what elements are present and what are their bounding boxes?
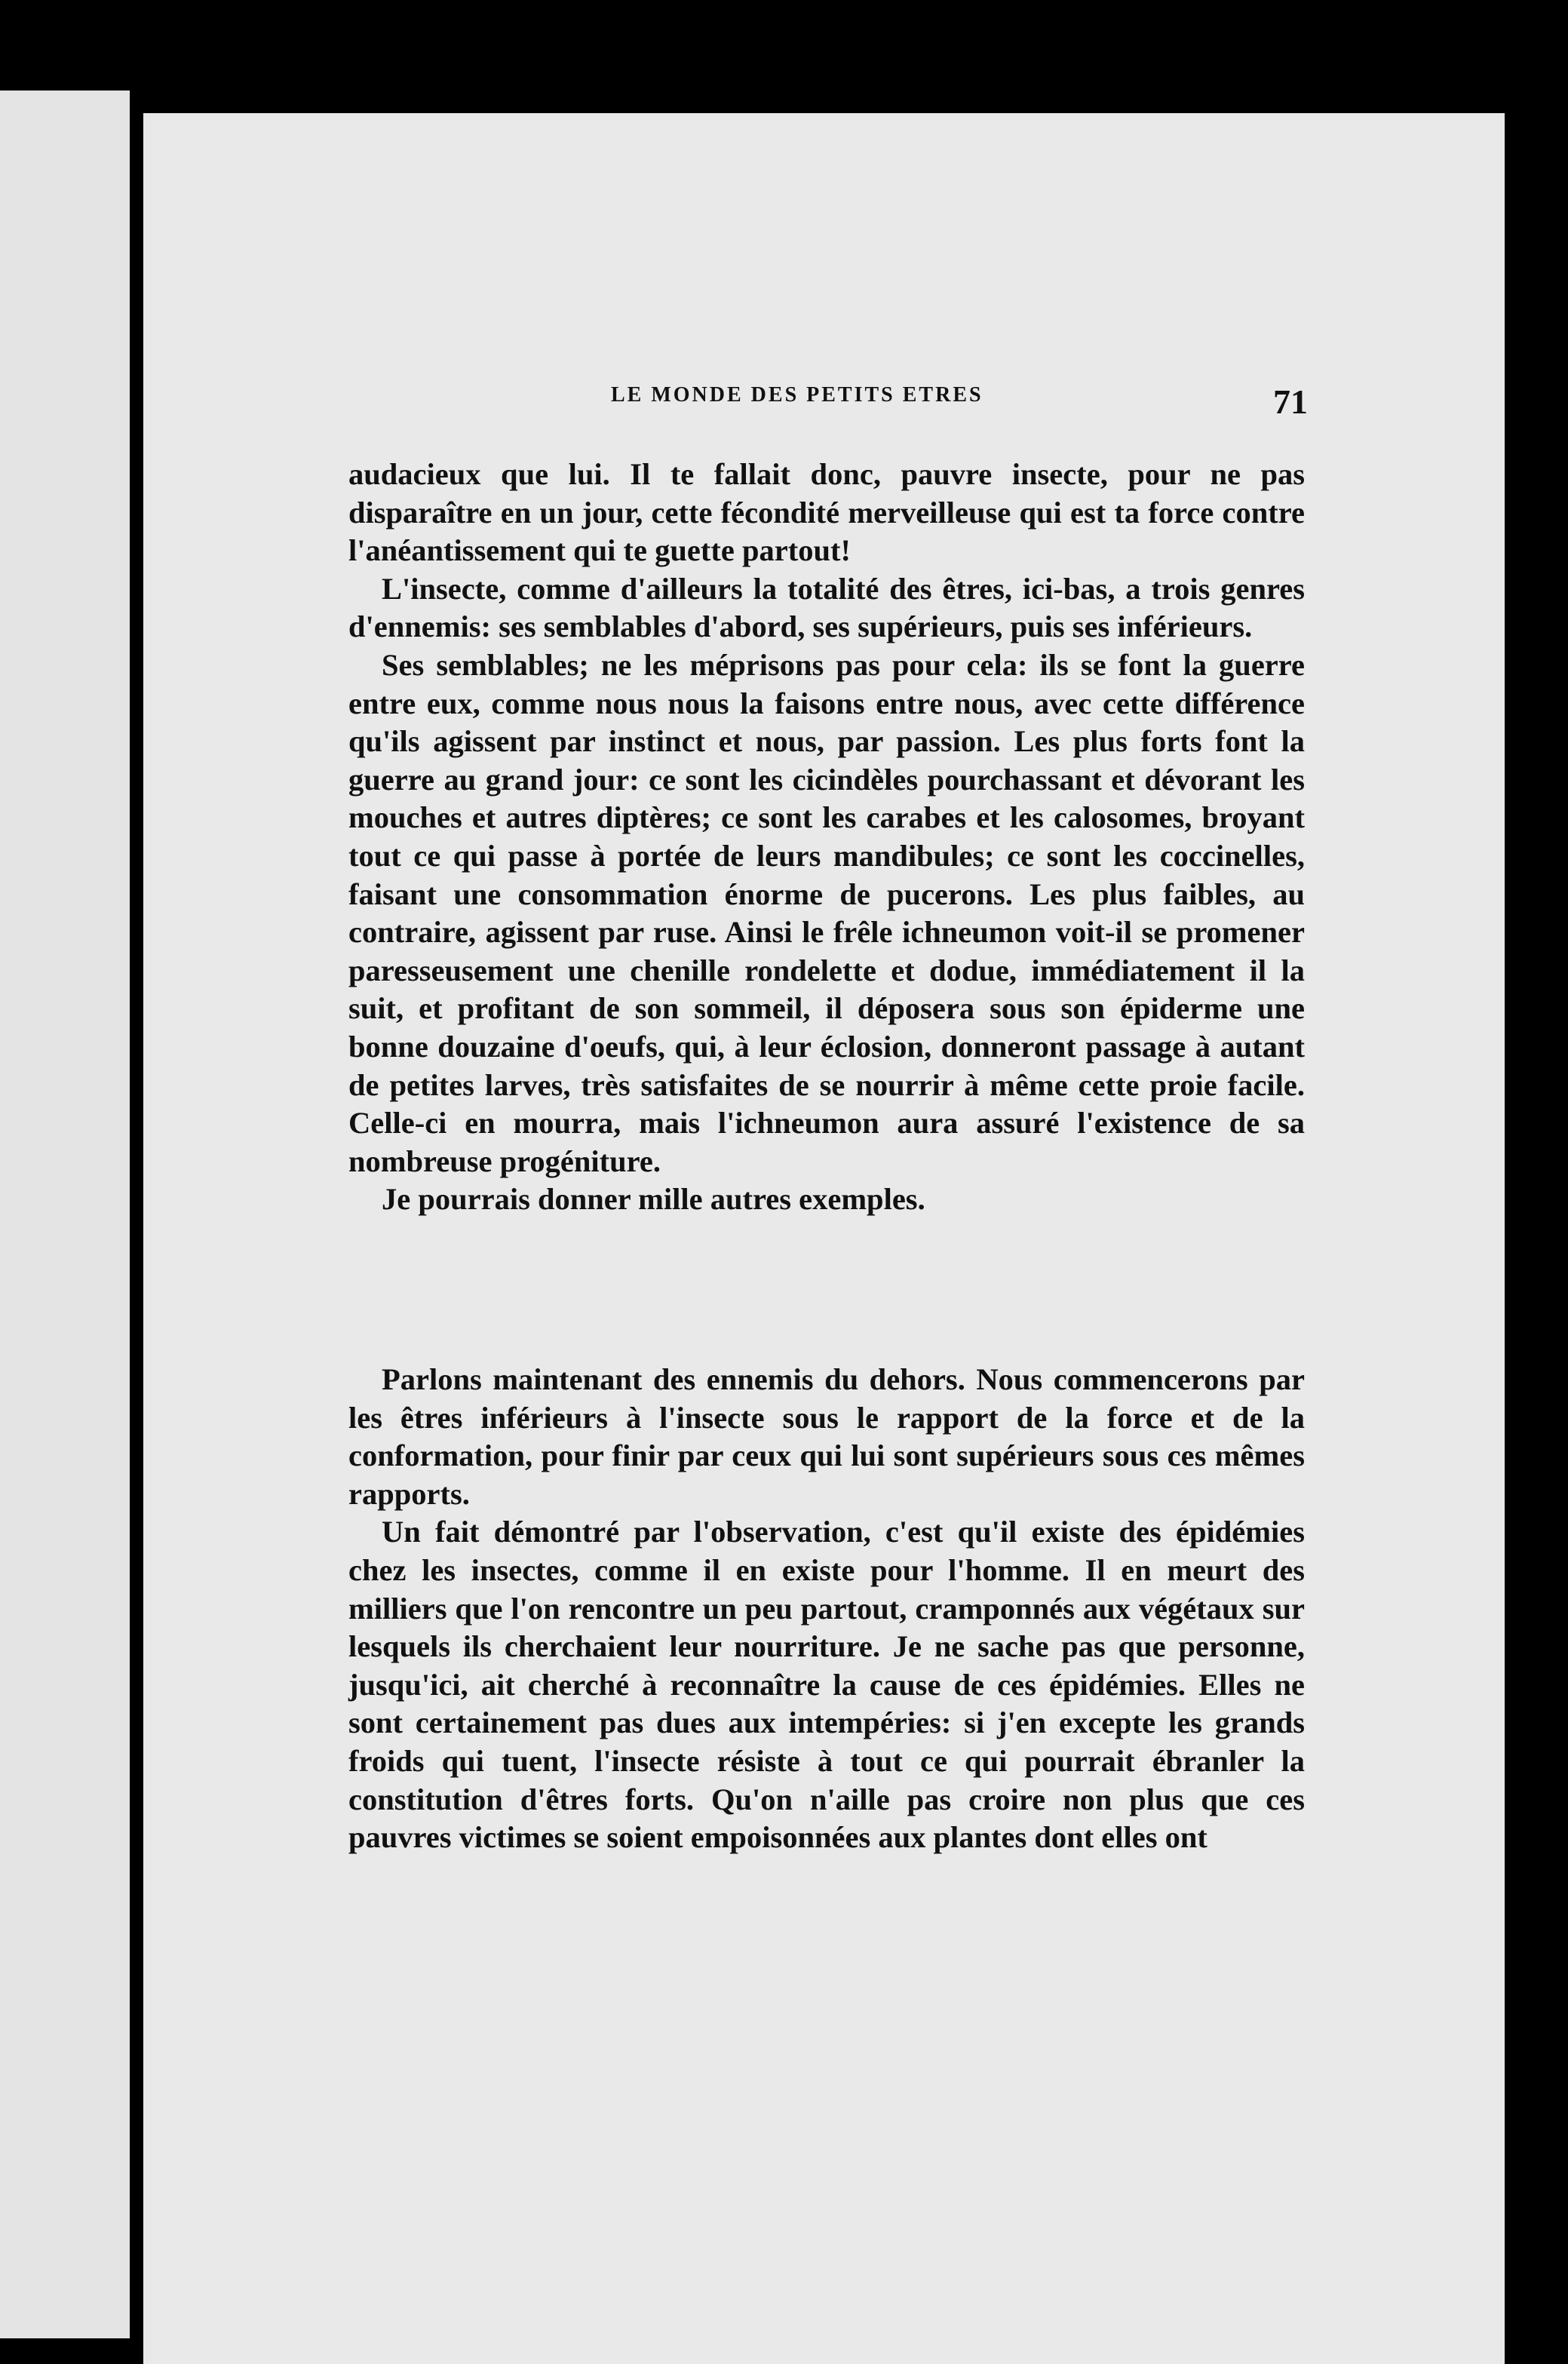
book-page	[143, 113, 1505, 2364]
text-block-lower	[348, 1361, 1305, 1857]
paragraph: Je pourrais donner mille autres exemples.	[382, 1182, 925, 1217]
text-block-upper	[348, 456, 1305, 1219]
previous-page-edge	[0, 91, 130, 2338]
paragraph: Ses semblables; ne les méprisons pas pour cela: ils se font la guerre entre eux, comme nous nous la faisons entre nous, avec cette différence qu'ils agissent par instinct et nous, par passion. Les plus forts font la guerre au grand jour: ce sont les cicindèles pourchassant et dévorant les mouches et autres diptères; ce sont les carabes et les calosomes, broyant tout ce qui passe à portée de leurs mandibules; ce sont les coccinelles, faisant une consommation énorme de pucerons. Les plus faibles, au contraire, agissent par ruse. Ainsi le frêle ichneumon voit-il se promener paresseusement une chenille rondelette et dodue, immédiatement il la suit, et profitant de son sommeil, il déposera sous son épiderme une bonne douzaine d'oeufs, qui, à leur éclosion, donneront passage à autant de petites larves, très satisfaites de se nourrir à même cette proie facile. Celle-ci en mourra, mais l'ichneumon aura assuré l'existence de sa nombreuse progéniture.	[348, 647, 1305, 1178]
paragraph: Parlons maintenant des ennemis du dehors. Nous commencerons par les êtres inférieurs à l'insecte sous le rapport de la force et de la conformation, pour finir par ceux qui lui sont supérieurs sous ces mêmes rapports.	[348, 1362, 1305, 1511]
running-head: LE MONDE DES PETITS ETRES	[611, 383, 983, 407]
paragraph: audacieux que lui. Il te fallait donc, pauvre insecte, pour ne pas disparaître en un jour, cette fécondité merveilleuse qui est ta force contre l'anéantissement qui te guette partout!	[348, 457, 1305, 568]
page-number: 71	[1273, 382, 1308, 421]
paragraph: L'insecte, comme d'ailleurs la totalité des êtres, ici-bas, a trois genres d'ennemis: ses semblables d'abord, ses supérieurs, puis ses inférieurs.	[348, 571, 1305, 644]
paragraph: Un fait démontré par l'observation, c'est qu'il existe des épidémies chez les insectes, comme il en existe pour l'homme. Il en meurt des milliers que l'on rencontre un peu partout, cramponnés aux végétaux sur lesquels ils cherchaient leur nourriture. Je ne sache pas que personne, jusqu'ici, ait cherché à reconnaître la cause de ces épidémies. Elles ne sont certainement pas dues aux intempéries: si j'en excepte les grands froids qui tuent, l'insecte résiste à tout ce qui pourrait ébranler la constitution d'êtres forts. Qu'on n'aille pas croire non plus que ces pauvres victimes se soient empoisonnées aux plantes dont elles ont	[348, 1515, 1305, 1855]
